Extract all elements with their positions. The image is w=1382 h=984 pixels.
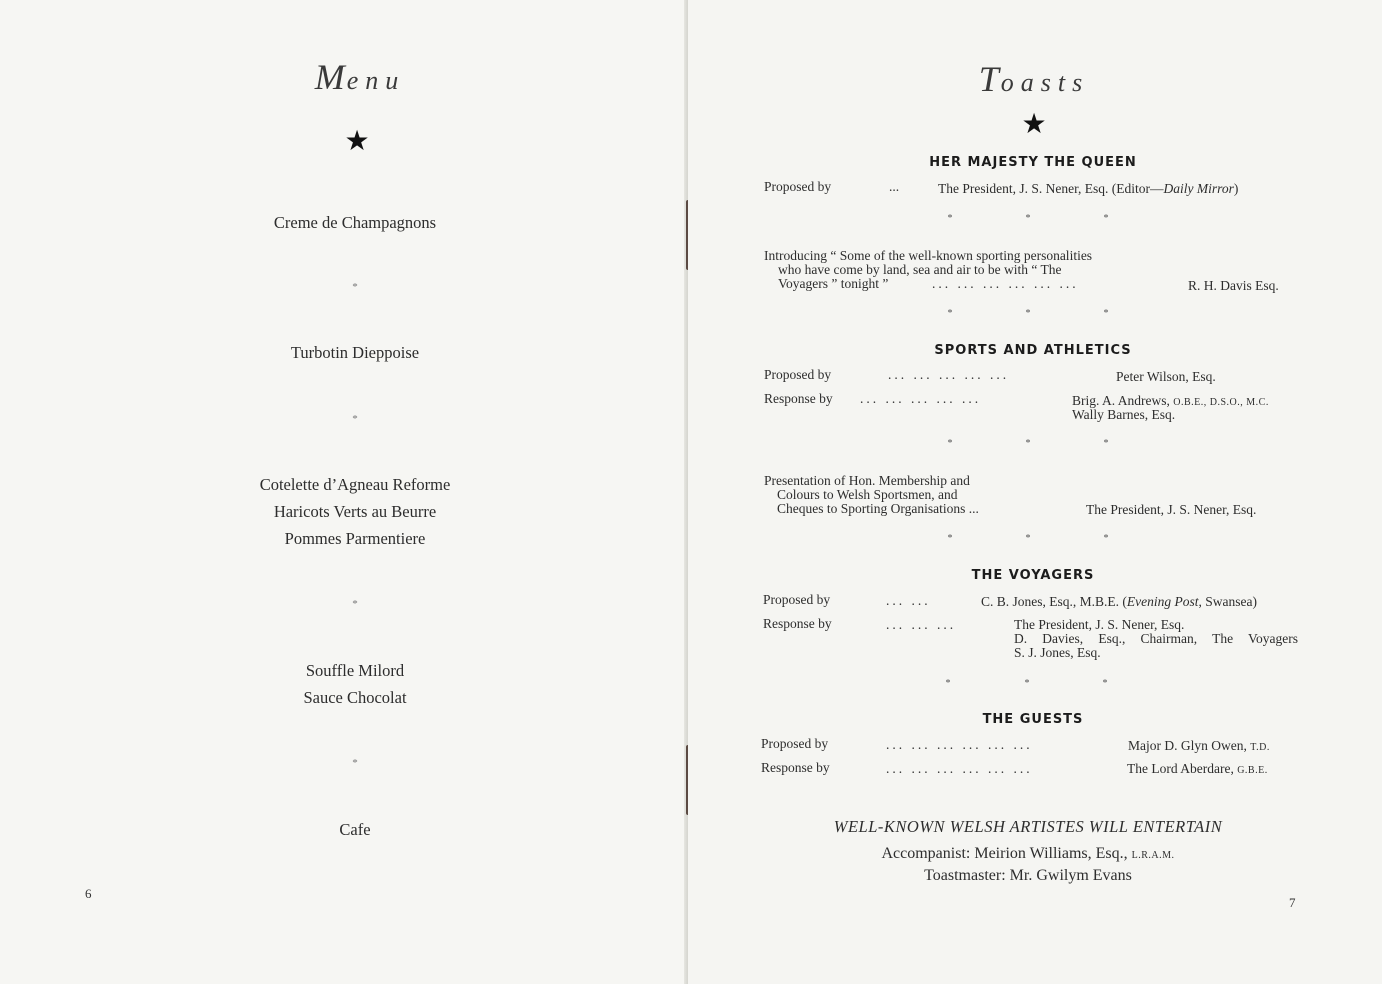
queen-proposed-dots: ...	[889, 179, 900, 194]
menu-title	[210, 56, 510, 98]
presentation-line-1: Presentation of Hon. Membership and	[764, 473, 970, 488]
section-separator: *	[1025, 533, 1031, 544]
voyagers-response-name-2: D. Davies, Esq., Chairman, The Voyagers	[1014, 631, 1298, 646]
toasts-star-icon: ★	[1021, 109, 1047, 140]
introducing-dots: ... ... ... ... ... ...	[932, 276, 1079, 291]
menu-title-initial: M	[314, 57, 347, 97]
queen-proposer-end: )	[1233, 181, 1239, 196]
voyagers-response-name-3: S. J. Jones, Esq.	[1014, 645, 1101, 660]
course-3-line-1: Cotelette d’Agneau Reforme	[259, 475, 451, 494]
entertainment-notice: WELL-KNOWN WELSH ARTISTES WILL ENTERTAIN	[833, 817, 1223, 836]
section-separator: *	[947, 533, 953, 544]
voyagers-proposed-dots: ... ...	[886, 593, 931, 608]
sports-proposed-name: Peter Wilson, Esq.	[1116, 369, 1216, 384]
toast-heading-sports: SPORTS AND ATHLETICS	[934, 343, 1132, 358]
toasts-title-rest: oasts	[1000, 68, 1090, 97]
guests-proposed-label: Proposed by	[761, 736, 829, 751]
course-2-line-1: Turbotin Dieppoise	[290, 343, 420, 362]
queen-proposer: The President, J. S. Nener, Esq. (Editor—	[938, 181, 1164, 196]
presentation-name: The President, J. S. Nener, Esq.	[1086, 502, 1257, 517]
voyagers-proposer-paper: Evening Post	[1126, 594, 1199, 609]
sports-response-name-2: Wally Barnes, Esq.	[1072, 407, 1176, 422]
course-5-line-1: Cafe	[339, 820, 371, 839]
course-separator: *	[352, 281, 358, 293]
section-separator: *	[1102, 678, 1108, 689]
guests-response-label: Response by	[761, 760, 830, 775]
toast-heading-voyagers: THE VOYAGERS	[971, 568, 1095, 583]
sports-proposed-label: Proposed by	[764, 367, 832, 382]
section-separator: *	[1103, 308, 1109, 319]
accompanist-name: Meirion Williams, Esq.,	[974, 845, 1128, 862]
toasts-title	[884, 58, 1184, 100]
course-4-line-1: Souffle Milord	[305, 661, 405, 680]
course-1-line-1: Creme de Champagnons	[273, 213, 437, 232]
accompanist-label: Accompanist:	[881, 845, 971, 862]
presentation-line-3: Cheques to Sporting Organisations ...	[777, 501, 979, 516]
section-separator: *	[1025, 308, 1031, 319]
guests-response-dots: ... ... ... ... ... ...	[886, 761, 1033, 776]
section-separator: *	[1103, 533, 1109, 544]
toast-heading-guests: THE GUESTS	[982, 712, 1084, 727]
queen-proposed-name	[938, 181, 1238, 197]
menu-star-icon: ★	[344, 126, 370, 157]
voyagers-proposer: C. B. Jones, Esq., M.B.E. (	[981, 594, 1127, 609]
guests-proposed-dots: ... ... ... ... ... ...	[886, 737, 1033, 752]
toastmaster-label: Toastmaster:	[924, 867, 1006, 884]
toastmaster-name: Mr. Gwilym Evans	[1009, 867, 1132, 884]
menu-page	[0, 0, 688, 984]
introducing-name: R. H. Davis Esq.	[1188, 278, 1279, 293]
section-separator: *	[947, 438, 953, 449]
course-3-line-3: Pommes Parmentiere	[284, 529, 426, 548]
queen-proposed-label: Proposed by	[764, 179, 832, 194]
section-separator: *	[947, 213, 953, 224]
sports-response-dots: ... ... ... ... ...	[860, 391, 982, 406]
introducing-line-2: who have come by land, sea and air to be with “ The	[778, 262, 1062, 277]
voyagers-proposed-name	[981, 594, 1257, 610]
course-separator: *	[352, 598, 358, 610]
toasts-page	[688, 0, 1382, 984]
guests-proposer: Major D. Glyn Owen,	[1128, 738, 1247, 753]
voyagers-proposed-label: Proposed by	[763, 592, 831, 607]
introducing-line-3: Voyagers ” tonight ”	[778, 276, 889, 291]
introducing-line-1: Introducing “ Some of the well-known sporting personalities	[764, 248, 1093, 263]
section-separator: *	[1024, 678, 1030, 689]
toasts-title-initial: T	[978, 59, 1001, 99]
section-separator: *	[947, 308, 953, 319]
sports-proposed-dots: ... ... ... ... ...	[888, 367, 1010, 382]
queen-proposer-paper: Daily Mirror	[1163, 181, 1234, 196]
voyagers-response-dots: ... ... ...	[886, 617, 957, 632]
course-separator: *	[352, 757, 358, 769]
accompanist-line	[788, 845, 1268, 863]
course-3-line-2: Haricots Verts au Beurre	[273, 502, 437, 521]
guests-responder: The Lord Aberdare,	[1127, 761, 1234, 776]
voyagers-response-name-1: The President, J. S. Nener, Esq.	[1014, 617, 1185, 632]
menu-title-rest: enu	[346, 66, 406, 95]
voyagers-proposer-end: , Swansea)	[1198, 594, 1257, 609]
page-number-left: 6	[85, 886, 92, 901]
sports-responder-1: Brig. A. Andrews,	[1072, 393, 1170, 408]
accompanist-honours: L.R.A.M.	[1131, 850, 1175, 861]
page-number-right: 7	[1289, 895, 1296, 910]
course-4-line-2: Sauce Chocolat	[303, 688, 407, 707]
section-separator: *	[1025, 438, 1031, 449]
guests-proposer-honours: T.D.	[1250, 742, 1270, 753]
toastmaster-line	[788, 867, 1268, 885]
guests-response-name	[1127, 761, 1268, 777]
guests-responder-honours: G.B.E.	[1237, 765, 1268, 776]
section-separator: *	[1025, 213, 1031, 224]
section-separator: *	[1103, 213, 1109, 224]
presentation-line-2: Colours to Welsh Sportsmen, and	[777, 487, 958, 502]
toast-heading-queen: HER MAJESTY THE QUEEN	[929, 155, 1137, 170]
guests-proposed-name	[1128, 738, 1270, 754]
sports-response-label: Response by	[764, 391, 833, 406]
voyagers-response-label: Response by	[763, 616, 832, 631]
section-separator: *	[945, 678, 951, 689]
course-separator: *	[352, 413, 358, 425]
section-separator: *	[1103, 438, 1109, 449]
sports-responder-1-honours: O.B.E., D.S.O., M.C.	[1173, 397, 1269, 408]
